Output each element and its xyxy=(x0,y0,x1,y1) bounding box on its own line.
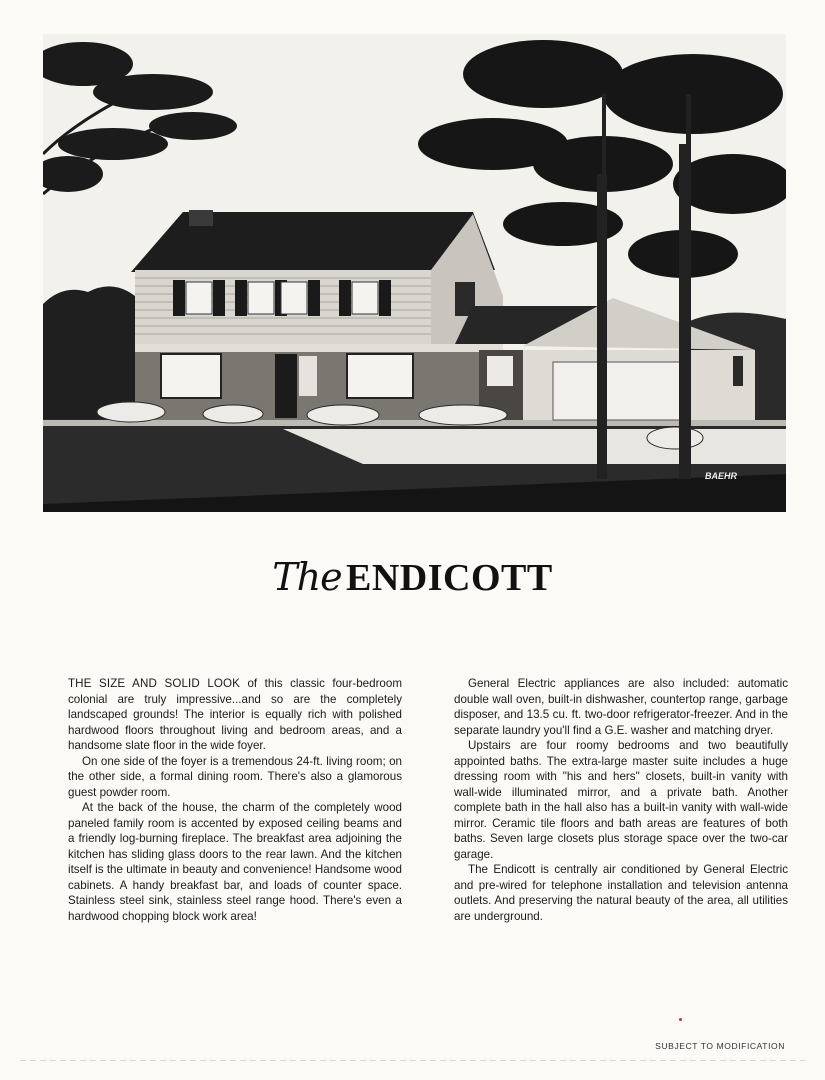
paragraph: The Endicott is centrally air conditioned by General Electric and pre-wired for telephone installation and television antenna outlets. And preserving the natural beauty of the area, all utilities are underground. xyxy=(454,863,788,923)
title-name: ENDICOTT xyxy=(346,557,553,599)
title-prefix: The xyxy=(272,555,342,599)
paragraph-lead: THE SIZE AND SOLID LOOK xyxy=(68,677,240,690)
house-illustration xyxy=(43,34,786,512)
print-mark xyxy=(679,1018,682,1021)
paragraph-text: of this classic four-bedroom colonial are truly impressive...and so are the completely landscaped grounds! The interior is equally rich with polished hardwood floors throughout living and bedroom areas, and a handsome slate floor in the wide foyer. xyxy=(68,677,402,752)
page-edge xyxy=(20,1060,805,1061)
paragraph xyxy=(68,676,402,754)
paragraph: Upstairs are four roomy bedrooms and two beautifully appointed baths. The extra-large master suite includes a huge dressing room with "his and hers" closets, built-in vanity with wall-wide illuminated mirror, and a private bath. Another complete bath in the hall also has a built-in vanity with wall-wide mirror. Ceramic tile floors and bath areas are features of both baths. Seven large closets plus storage space over the two-car garage. xyxy=(454,739,788,861)
footer-note: SUBJECT TO MODIFICATION xyxy=(655,1041,785,1051)
right-column xyxy=(454,676,788,924)
left-column xyxy=(68,676,402,924)
artist-signature: BAEHR xyxy=(705,471,738,481)
body-text xyxy=(68,676,788,924)
paragraph: At the back of the house, the charm of the completely wood paneled family room is accented by exposed ceiling beams and a friendly log-burning fireplace. The breakfast area adjoining the kitchen has sliding glass doors to the rear lawn. And the kitchen itself is the ultimate in beauty and convenience! Handsome wood cabinets. A handy breakfast bar, and loads of counter space. Stainless steel sink, stainless steel range hood. There's even a hardwood chopping block work area! xyxy=(68,801,402,923)
paragraph: General Electric appliances are also included: automatic double wall oven, built-in dishwasher, countertop range, garbage disposer, and 13.5 cu. ft. two-door refrigerator-freezer. And in the separate laundry you'll find a G.E. washer and matching dryer. xyxy=(454,677,788,737)
paragraph: On one side of the foyer is a tremendous 24-ft. living room; on the other side, a formal dining room. There's also a glamorous guest powder room. xyxy=(68,754,402,799)
page-title xyxy=(0,555,825,625)
